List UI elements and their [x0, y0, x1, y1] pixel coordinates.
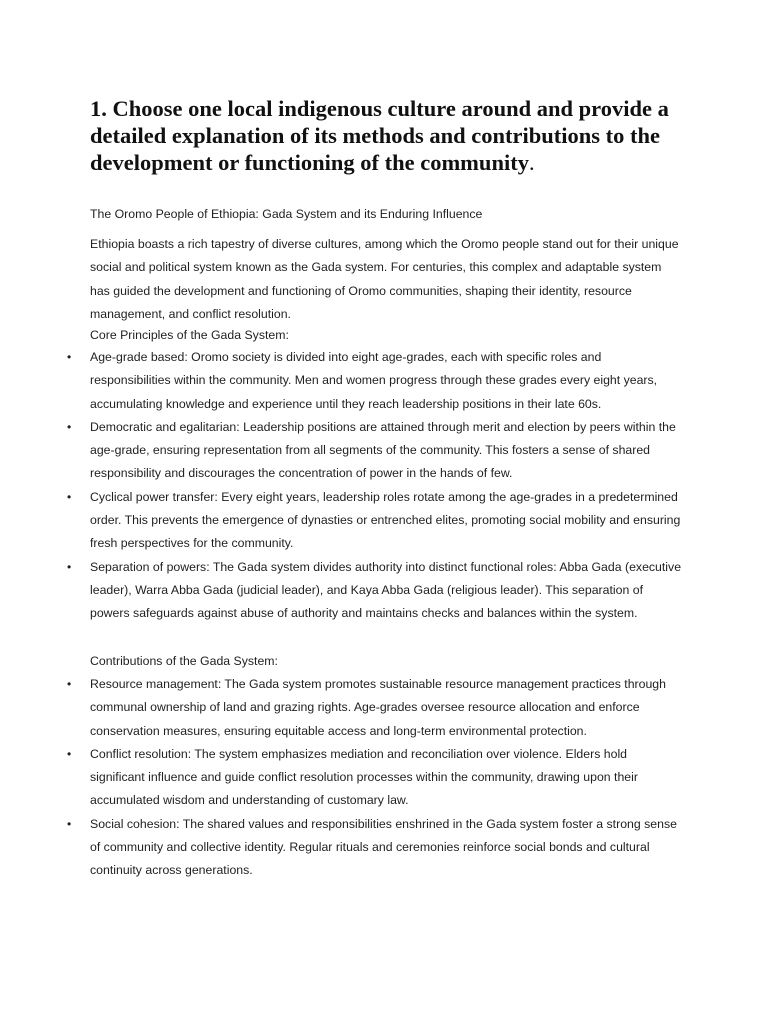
principles-section-label: Core Principles of the Gada System:: [90, 328, 289, 342]
list-item-text: Cyclical power transfer: Every eight years, leadership roles rotate among the age-grades in a predetermined order. This prevents the emergence of dynasties or entrenched elites, promoting social mobility and ensuring fresh perspectives for the community.: [90, 489, 681, 551]
principles-list: [67, 346, 682, 626]
bullet-icon: •: [67, 419, 72, 434]
question-heading-period: .: [528, 150, 535, 175]
bullet-icon: •: [67, 489, 72, 504]
list-item: [67, 556, 682, 626]
list-item-text: Age-grade based: Oromo society is divided into eight age-grades, each with specific roles and responsibilities within the community. Men and women progress through these grades every eight years, accumulating knowledge and experience until they reach leadership positions in their late 60s.: [90, 350, 658, 411]
bullet-icon: •: [67, 677, 72, 691]
question-heading: [90, 95, 690, 176]
article-subtitle: The Oromo People of Ethiopia: Gada System and its Enduring Influence: [90, 207, 483, 221]
list-item: [67, 813, 682, 883]
list-item-text: Social cohesion: The shared values and responsibilities enshrined in the Gada system foster a strong sense of community and collective identity. Regular rituals and ceremonies reinforce social bonds and cultural continuity across generations.: [90, 816, 677, 878]
bullet-icon: •: [67, 350, 72, 364]
list-item: [67, 673, 682, 743]
list-item-text: Democratic and egalitarian: Leadership positions are attained through merit and election by peers within the age-grade, ensuring representation from all segments of the community. This fosters a sense of shared responsibility and discourages the concentration of power in the hands of few.: [90, 419, 676, 481]
bullet-icon: •: [67, 559, 72, 574]
list-item: [67, 346, 682, 416]
list-item: [67, 486, 682, 556]
list-item-text: Conflict resolution: The system emphasizes mediation and reconciliation over violence. Elders hold significant influence and guide conflict resolution processes within the community, drawing upon their accumulated wisdom and understanding of customary law.: [90, 746, 638, 808]
bullet-icon: •: [67, 816, 72, 831]
bullet-icon: •: [67, 746, 72, 761]
contributions-section-label: Contributions of the Gada System:: [90, 654, 278, 668]
list-item: [67, 743, 682, 813]
list-item-text: Separation of powers: The Gada system divides authority into distinct functional roles: Abba Gada (executive leader), Warra Abba Gada (judicial leader), and Kaya Abba Gada (religious leader). This separation of powers safeguards against abuse of authority and maintains checks and balances within the system.: [90, 559, 682, 621]
contributions-list: [67, 673, 682, 883]
list-item: [67, 416, 682, 486]
intro-paragraph: Ethiopia boasts a rich tapestry of diverse cultures, among which the Oromo people stand out for their unique social and political system known as the Gada system. For centuries, this complex and adaptable system has guided the development and functioning of Oromo communities, shaping their identity, resource management, and conflict resolution.: [90, 237, 679, 321]
question-heading-text: 1. Choose one local indigenous culture around and provide a detailed explanation of its methods and contributions to the development or functioning of the community: [90, 96, 669, 175]
list-item-text: Resource management: The Gada system promotes sustainable resource management practices through communal ownership of land and grazing rights. Age-grades oversee resource allocation and enforce conservation measures, ensuring equitable access and long-term environmental protection.: [90, 677, 666, 738]
